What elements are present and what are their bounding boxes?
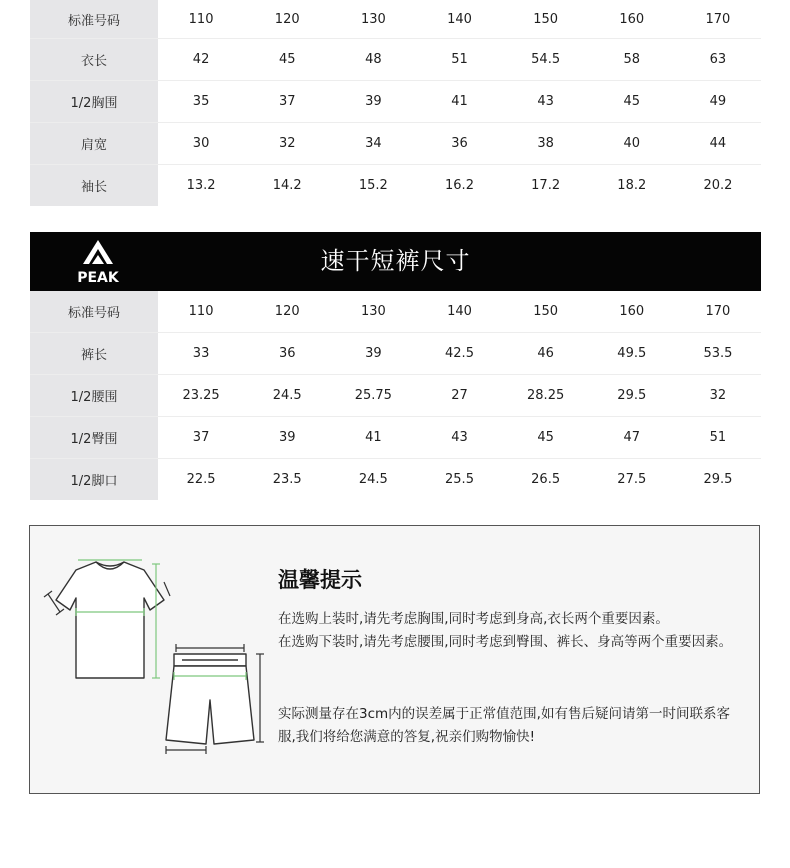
table-cell: 23.25 — [158, 375, 244, 417]
banner-title: 速干短裤尺寸 — [320, 247, 471, 275]
table-cell: 14.2 — [244, 165, 330, 207]
table-cell: 13.2 — [158, 165, 244, 207]
table-cell: 58 — [589, 39, 675, 81]
table-cell: 29.5 — [589, 375, 675, 417]
tips-title: 温馨提示 — [278, 568, 362, 592]
table-cell: 23.5 — [244, 459, 330, 501]
shorts-size-table — [30, 291, 761, 500]
row-label: 肩宽 — [30, 123, 158, 165]
row-label: 1/2臀围 — [30, 417, 158, 459]
table-header-size: 160 — [589, 291, 675, 333]
row-label: 裤长 — [30, 333, 158, 375]
top-size-table — [30, 0, 761, 206]
table-cell: 17.2 — [503, 165, 589, 207]
table-cell: 25.5 — [416, 459, 502, 501]
table-cell: 33 — [158, 333, 244, 375]
table-cell: 48 — [330, 39, 416, 81]
tips-paragraph-bottoms: 在选购下装时,请先考虑腰围,同时考虑到臀围、裤长、身高等两个重要因素。 — [278, 634, 733, 650]
table-cell: 36 — [416, 123, 502, 165]
table-cell: 39 — [330, 81, 416, 123]
row-label: 1/2胸围 — [30, 81, 158, 123]
table-row — [30, 459, 761, 501]
table-cell: 43 — [503, 81, 589, 123]
table-header-row — [30, 291, 761, 333]
table-header-size: 130 — [330, 291, 416, 333]
table-cell: 43 — [416, 417, 502, 459]
table-cell: 49 — [675, 81, 761, 123]
table-cell: 18.2 — [589, 165, 675, 207]
row-label: 衣长 — [30, 39, 158, 81]
table-header-size: 120 — [244, 291, 330, 333]
table-row — [30, 333, 761, 375]
table-header-size: 140 — [416, 0, 502, 39]
table-cell: 63 — [675, 39, 761, 81]
row-label: 袖长 — [30, 165, 158, 207]
table-cell: 36 — [244, 333, 330, 375]
table-cell: 39 — [330, 333, 416, 375]
table-cell: 42 — [158, 39, 244, 81]
top-size-table-body — [30, 0, 761, 206]
table-cell: 44 — [675, 123, 761, 165]
tips-paragraph-measurement: 实际测量存在3cm内的误差属于正常值范围,如有售后疑问请第一时间联系客服,我们将给您满意的答复,祝亲们购物愉快! — [278, 706, 730, 745]
table-cell: 29.5 — [675, 459, 761, 501]
table-cell: 30 — [158, 123, 244, 165]
table-header-size: 150 — [503, 291, 589, 333]
table-header-row — [30, 0, 761, 39]
table-cell: 35 — [158, 81, 244, 123]
table-row — [30, 165, 761, 207]
table-cell: 28.25 — [503, 375, 589, 417]
table-cell: 26.5 — [503, 459, 589, 501]
table-row — [30, 375, 761, 417]
table-cell: 15.2 — [330, 165, 416, 207]
table-cell: 51 — [675, 417, 761, 459]
table-cell: 27 — [416, 375, 502, 417]
table-cell: 41 — [330, 417, 416, 459]
table-header-size: 120 — [244, 0, 330, 39]
table-header-size: 110 — [158, 0, 244, 39]
table-cell: 27.5 — [589, 459, 675, 501]
table-row — [30, 417, 761, 459]
table-cell: 24.5 — [244, 375, 330, 417]
table-header-size: 150 — [503, 0, 589, 39]
table-header-size: 160 — [589, 0, 675, 39]
table-cell: 53.5 — [675, 333, 761, 375]
table-cell: 41 — [416, 81, 502, 123]
table-cell: 38 — [503, 123, 589, 165]
table-cell: 45 — [503, 417, 589, 459]
table-header-size: 140 — [416, 291, 502, 333]
table-cell: 46 — [503, 333, 589, 375]
table-cell: 34 — [330, 123, 416, 165]
table-header-size: 110 — [158, 291, 244, 333]
tips-paragraph-tops: 在选购上装时,请先考虑胸围,同时考虑到身高,衣长两个重要因素。 — [278, 611, 669, 627]
table-cell: 22.5 — [158, 459, 244, 501]
table-cell: 32 — [244, 123, 330, 165]
table-cell: 16.2 — [416, 165, 502, 207]
table-cell: 32 — [675, 375, 761, 417]
table-cell: 45 — [244, 39, 330, 81]
row-label: 1/2腰围 — [30, 375, 158, 417]
table-cell: 37 — [158, 417, 244, 459]
table-cell: 24.5 — [330, 459, 416, 501]
table-cell: 47 — [589, 417, 675, 459]
svg-text:PEAK: PEAK — [77, 270, 119, 286]
table-cell: 49.5 — [589, 333, 675, 375]
table-cell: 40 — [589, 123, 675, 165]
table-cell: 20.2 — [675, 165, 761, 207]
table-row — [30, 39, 761, 81]
table-row — [30, 123, 761, 165]
row-label: 1/2脚口 — [30, 459, 158, 501]
table-row — [30, 81, 761, 123]
table-cell: 39 — [244, 417, 330, 459]
table-cell: 37 — [244, 81, 330, 123]
shorts-outline-icon — [166, 654, 254, 744]
table-header-size: 170 — [675, 0, 761, 39]
table-cell: 42.5 — [416, 333, 502, 375]
table-cell: 51 — [416, 39, 502, 81]
table-cell: 45 — [589, 81, 675, 123]
table-header-label: 标准号码 — [30, 291, 158, 333]
shorts-size-banner — [30, 232, 761, 291]
table-header-label: 标准号码 — [30, 0, 158, 39]
table-header-size: 130 — [330, 0, 416, 39]
table-cell: 54.5 — [503, 39, 589, 81]
table-cell: 25.75 — [330, 375, 416, 417]
shorts-size-table-body — [30, 291, 761, 500]
table-header-size: 170 — [675, 291, 761, 333]
garment-measurement-illustration — [38, 550, 274, 782]
tips-box — [29, 525, 760, 794]
tshirt-outline-icon — [56, 562, 164, 678]
